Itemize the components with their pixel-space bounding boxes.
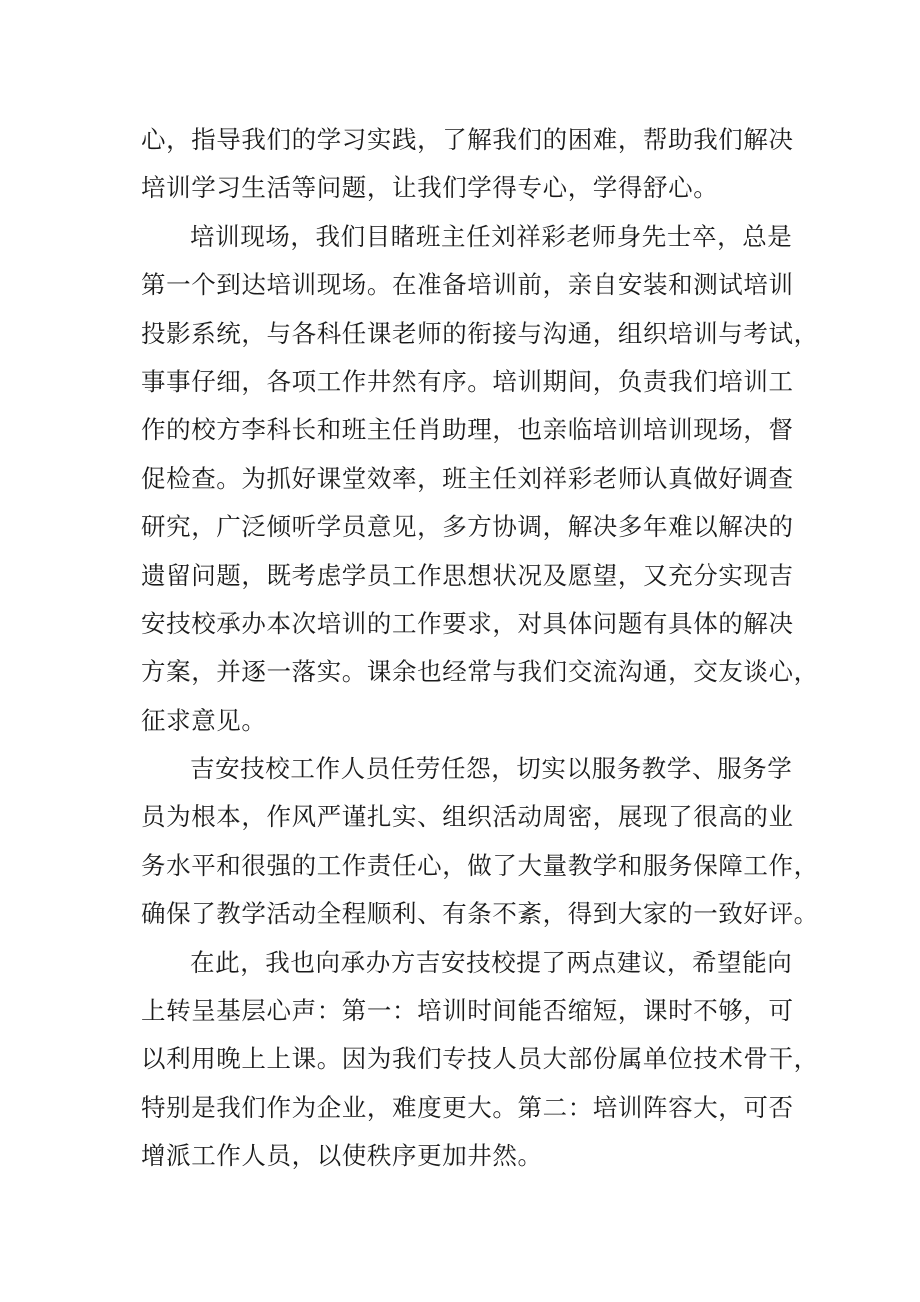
text-line: 方案，并逐一落实。课余也经常与我们交流沟通，交友谈心，: [141, 657, 819, 687]
document-body: [141, 116, 819, 1181]
text-line: 以利用晚上上课。因为我们专技人员大部份属单位技术骨干，: [141, 1044, 819, 1074]
text-line: 遗留问题，既考虑学员工作思想状况及愿望，又充分实现吉: [141, 560, 794, 590]
paragraph: [141, 213, 819, 745]
text-line: 在此，我也向承办方吉安技校提了两点建议，希望能向: [190, 947, 793, 977]
text-line: 作的校方李科长和班主任肖助理，也亲临培训培训现场，督: [141, 415, 794, 445]
text-line: 员为根本，作风严谨扎实、组织活动周密，展现了很高的业: [141, 802, 794, 832]
text-line: 确保了教学活动全程顺利、有条不紊，得到大家的一致好评。: [141, 899, 819, 929]
text-line: 增派工作人员，以使秩序更加井然。: [141, 1141, 543, 1171]
text-line: 吉安技校工作人员任劳任怨，切实以服务教学、服务学: [190, 754, 793, 784]
text-line: 征求意见。: [141, 705, 267, 735]
text-line: 培训学习生活等问题，让我们学得专心，学得舒心。: [141, 173, 719, 203]
text-line: 心，指导我们的学习实践，了解我们的困难，帮助我们解决: [141, 125, 794, 154]
text-line: 促检查。为抓好课堂效率，班主任刘祥彩老师认真做好调查: [141, 463, 794, 493]
paragraph: [141, 116, 794, 213]
text-line: 特别是我们作为企业，难度更大。第二：培训阵容大，可否: [141, 1092, 794, 1122]
text-line: 研究，广泛倾听学员意见，多方协调，解决多年难以解决的: [141, 512, 794, 542]
paragraph: [141, 939, 819, 1181]
text-line: 投影系统，与各科任课老师的衔接与沟通，组织培训与考试，: [141, 318, 819, 348]
text-line: 培训现场，我们目睹班主任刘祥彩老师身先士卒，总是: [190, 221, 793, 251]
text-line: 务水平和很强的工作责任心，做了大量教学和服务保障工作，: [141, 850, 819, 880]
text-line: 安技校承办本次培训的工作要求，对具体问题有具体的解决: [141, 608, 794, 638]
paragraph: [141, 745, 819, 939]
text-line: 第一个到达培训现场。在准备培训前，亲自安装和测试培训: [141, 270, 794, 300]
text-line: 事事仔细，各项工作井然有序。培训期间，负责我们培训工: [141, 366, 794, 396]
text-line: 上转呈基层心声：第一：培训时间能否缩短，课时不够，可: [141, 996, 794, 1026]
